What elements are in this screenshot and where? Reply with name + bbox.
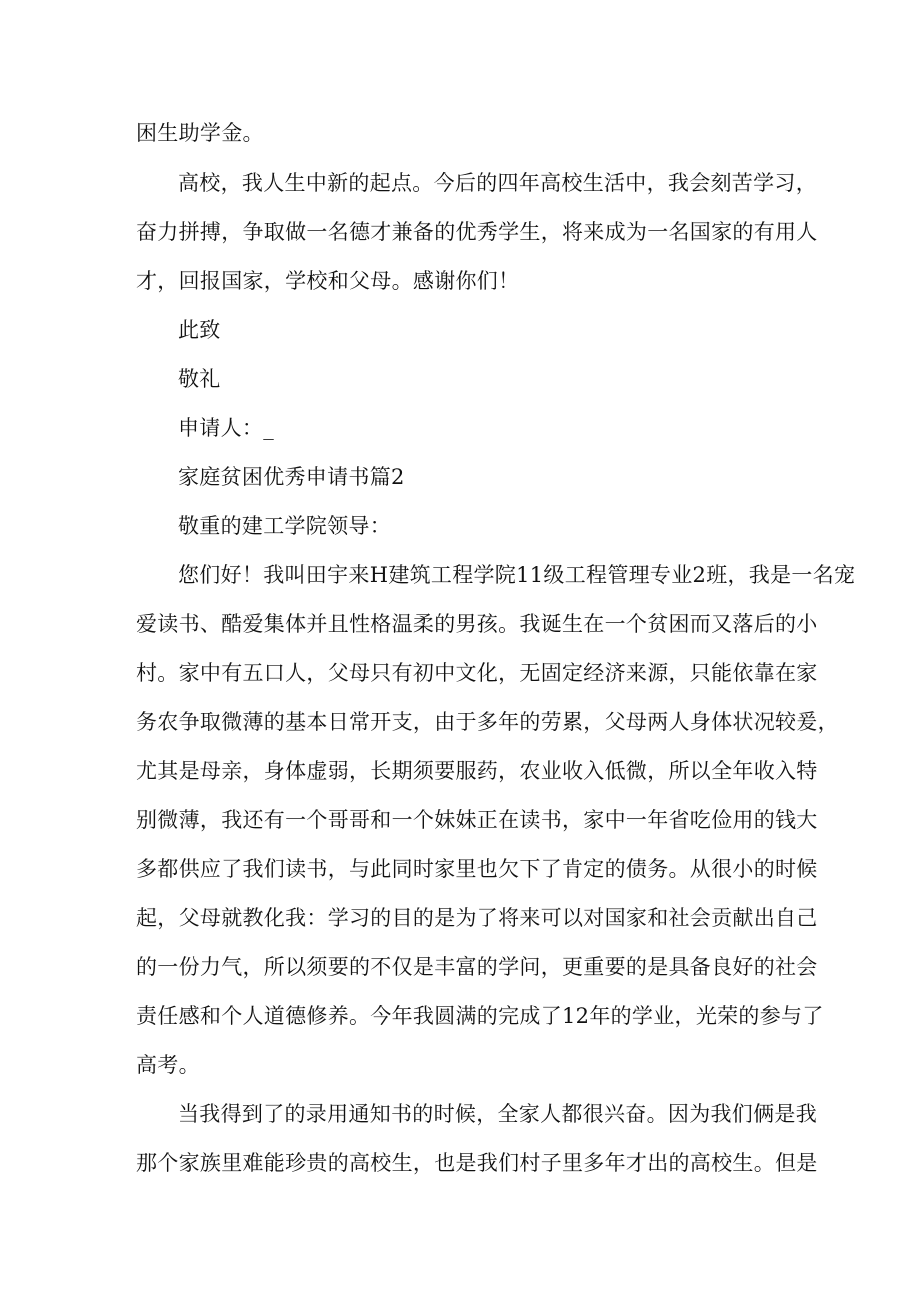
text-line: 别微薄，我还有一个哥哥和一个妹妹正在读书，家中一年省吃俭用的钱大	[136, 808, 818, 832]
text-line: 困生助学金。	[136, 121, 264, 145]
text-line: 责任感和个人道德修养。今年我圆满的完成了12年的学业，光荣的参与了	[136, 1004, 824, 1028]
text-line: 尤其是母亲，身体虚弱，长期须要服药，农业收入低微，所以全年收入特	[136, 759, 818, 783]
text-line: 务农争取微薄的基本日常开支，由于多年的劳累，父母两人身体状况较爰，	[136, 710, 839, 734]
text-line: 高考。	[136, 1053, 200, 1077]
text-line: 多都供应了我们读书，与此同时家里也欠下了肯定的债务。从很小的时候	[136, 857, 818, 881]
applicant-signature-line: 申请人：_	[178, 416, 274, 440]
text-line: 的一份力气，所以须要的不仅是丰富的学问，更重要的是具备良好的社会	[136, 955, 818, 979]
paragraph-first-line: 您们好！我叫田宇来H建筑工程学院11级工程管理专业2班，我是一名宠	[178, 563, 856, 587]
closing-salutation: 此致	[178, 318, 221, 342]
closing-regards: 敬礼	[178, 367, 221, 391]
paragraph-first-line: 高校，我人生中新的起点。今后的四年高校生活中，我会刻苦学习，	[178, 171, 817, 195]
text-line: 奋力拼搏，争取做一名德才兼备的优秀学生，将来成为一名国家的有用人	[136, 220, 818, 244]
text-line: 爱读书、酷爱集体并且性格温柔的男孩。我诞生在一个贫困而又落后的小	[136, 612, 818, 636]
section-title: 家庭贫困优秀申请书篇2	[178, 465, 405, 489]
text-line: 那个家族里难能珍贵的高校生，也是我们村子里多年才出的高校生。但是	[136, 1151, 818, 1175]
text-line: 才，回报国家，学校和父母。感谢你们！	[136, 269, 520, 293]
paragraph-first-line: 当我得到了的录用通知书的时候，全家人都很兴奋。因为我们俩是我	[178, 1102, 817, 1126]
letter-greeting: 敬重的建工学院领导：	[178, 514, 391, 538]
text-line: 村。家中有五口人，父母只有初中文化，无固定经济来源，只能依靠在家	[136, 661, 818, 685]
text-line: 起，父母就教化我：学习的目的是为了将来可以对国家和社会贡献出自己	[136, 906, 818, 930]
